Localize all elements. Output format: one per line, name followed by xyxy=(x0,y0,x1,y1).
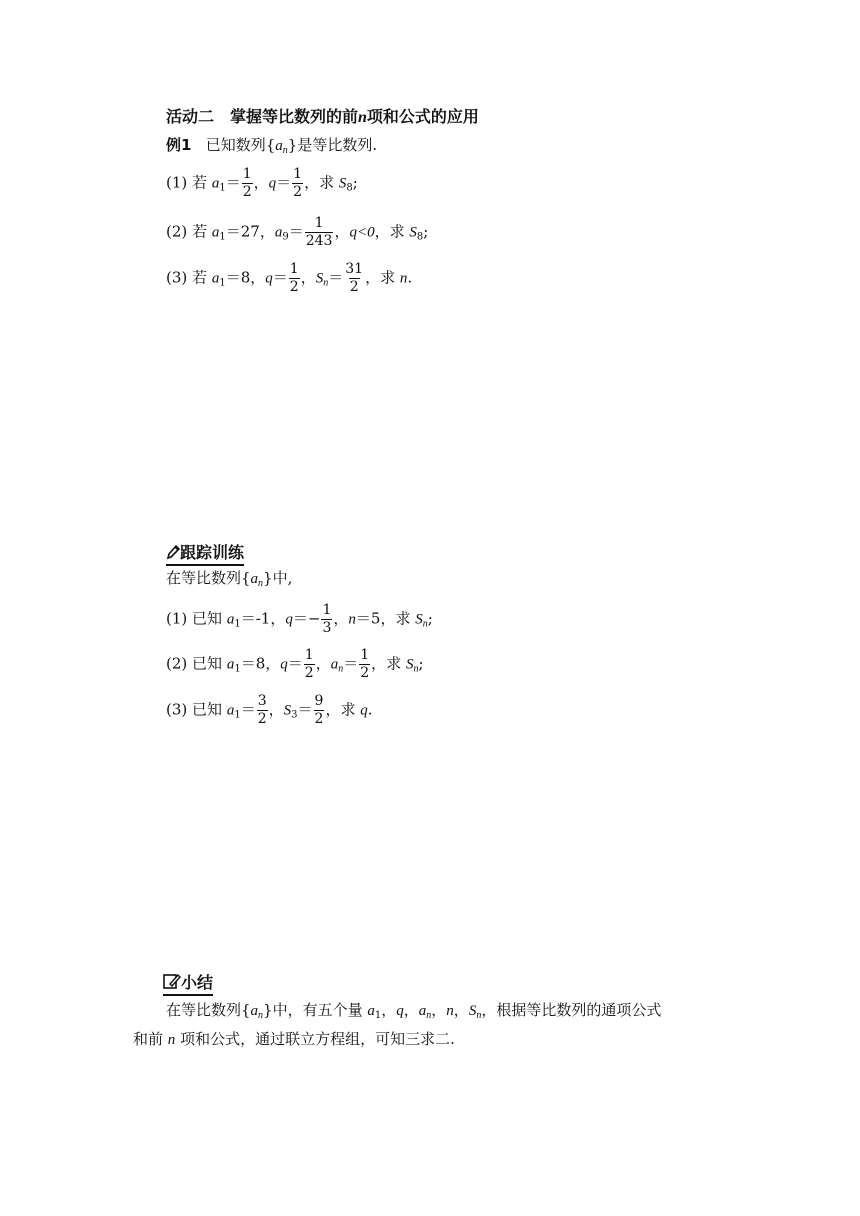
fraction-den: 2 xyxy=(289,279,299,295)
example-item-3: (3) 若 $a_1=8$，q＝ $\frac{1}{2}$ ，$S_n=$ $\frac{31}{2}$ ，求 n. xyxy=(166,261,413,295)
end-punct: ; xyxy=(418,654,424,673)
summary-text-b: }中，有五个量 xyxy=(263,1001,363,1019)
q-condition: q<0 xyxy=(349,224,375,241)
track-item-3: (3) 已知 $a_1=$ $\frac{3}{2}$ ，$S_3=$ $\frac{9}{2}$ ，求 q. xyxy=(166,693,373,727)
track-heading xyxy=(166,540,244,566)
track-item-1: (1) 已知 $a_1=-1$，q＝− $\frac{1}{3}$ ，n＝5，求 $S_n$; xyxy=(166,602,433,636)
item-number: (2) xyxy=(166,654,188,673)
fraction xyxy=(359,647,370,682)
example-intro-a: 已知数列{ xyxy=(205,136,276,154)
section-title-n: n xyxy=(358,109,367,126)
end-punct: ; xyxy=(352,173,358,192)
a1-value: 8 xyxy=(240,268,251,287)
example-item-2: (2) 若 $a_1=27$，$a_9=$ $\frac{1}{243}$ ，q<0，求 $S_8$; xyxy=(166,215,429,249)
fraction-num: 1 xyxy=(360,647,370,663)
fraction xyxy=(289,261,300,296)
n-value: 5 xyxy=(370,609,381,628)
example-item-1: (1) 若 $a_1=$ $\frac{1}{2}$ ，q＝ $\frac{1}{2}$ ，求 $S_8$; xyxy=(166,166,358,200)
track-heading-label: 跟踪训练 xyxy=(180,543,245,562)
end-punct: . xyxy=(367,700,373,719)
fraction-den: 2 xyxy=(314,711,324,727)
fraction-num: 1 xyxy=(289,261,299,277)
word-qiu: 求 xyxy=(380,268,396,287)
example-intro-b: }是等比数列. xyxy=(287,136,378,154)
a1-value: -1 xyxy=(255,609,271,628)
item-number: (1) xyxy=(166,609,188,628)
fraction-num: 1 xyxy=(293,166,303,182)
a1-value: 27 xyxy=(240,222,260,241)
summary-heading xyxy=(163,970,213,996)
fraction-num: 3 xyxy=(257,693,267,709)
pencil-icon xyxy=(166,544,180,560)
fraction xyxy=(292,166,303,201)
summary-heading-label: 小结 xyxy=(181,973,214,992)
summary-text-c: 根据等比数列的通项公式 xyxy=(496,1001,662,1019)
summary-text-e: 项和公式，通过联立方程组，可知三求二. xyxy=(180,1030,455,1048)
fraction-den: 2 xyxy=(242,184,252,200)
word-ruo: 若 xyxy=(192,222,208,241)
a1-value: 8 xyxy=(255,654,266,673)
item-number: (3) xyxy=(166,268,188,287)
note-edit-icon xyxy=(163,973,181,990)
word-qiu: 求 xyxy=(395,609,411,628)
word-qiu: 求 xyxy=(389,222,405,241)
word-ruo: 若 xyxy=(192,268,208,287)
summary-paragraph xyxy=(133,996,733,1054)
word-yizhi: 已知 xyxy=(192,700,223,719)
item-number: (2) xyxy=(166,222,188,241)
summary-text-d: 和前 xyxy=(133,1030,164,1048)
item-number: (1) xyxy=(166,173,188,192)
fraction-den: 2 xyxy=(304,665,314,681)
track-intro-a: 在等比数列{ xyxy=(166,569,251,587)
word-yizhi: 已知 xyxy=(192,609,223,628)
fraction xyxy=(314,693,325,728)
item-number: (3) xyxy=(166,700,188,719)
fraction xyxy=(321,602,332,637)
word-qiu: 求 xyxy=(386,654,402,673)
example-intro-n: n xyxy=(282,145,288,156)
section-title-prefix: 活动二 掌握等比数列的前 xyxy=(166,107,359,126)
end-punct: ; xyxy=(423,222,429,241)
summary-line-2: 和前 n 项和公式，通过联立方程组，可知三求二. xyxy=(133,1030,455,1048)
fraction-den: 3 xyxy=(322,620,332,636)
word-qiu: 求 xyxy=(340,700,356,719)
word-yizhi: 已知 xyxy=(192,654,223,673)
fraction-num: 1 xyxy=(314,215,324,231)
fraction-num: 1 xyxy=(242,166,252,182)
target: q xyxy=(360,702,368,719)
target: n xyxy=(399,270,408,287)
fraction xyxy=(257,693,268,728)
fraction-den: 2 xyxy=(257,711,267,727)
target-sub: 8 xyxy=(416,231,424,243)
fraction-num: 31 xyxy=(345,261,364,277)
track-intro-b: }中, xyxy=(263,569,293,587)
track-intro: 在等比数列$\{a_n\}$中, xyxy=(166,569,293,589)
example-intro xyxy=(166,135,377,156)
end-punct: ; xyxy=(427,609,433,628)
fraction-den: 2 xyxy=(360,665,370,681)
example-intro-an: a xyxy=(275,138,283,154)
summary-line-1: 在等比数列$\{a_n\}$中，有五个量 $a_1$，q，$a_n$，n，$S_n$，根据等比数列的通项公式 xyxy=(166,1001,662,1021)
word-ruo: 若 xyxy=(192,173,208,192)
track-item-2: (2) 已知 $a_1=8$，q＝ $\frac{1}{2}$ ，$a_n=$ $\frac{1}{2}$ ，求 $S_n$; xyxy=(166,647,424,681)
fraction-den: 243 xyxy=(305,233,333,249)
fraction-num: 1 xyxy=(322,602,332,618)
fraction xyxy=(304,647,315,682)
section-title-suffix: 项和公式的应用 xyxy=(366,107,479,126)
fraction-num: 1 xyxy=(304,647,314,663)
fraction xyxy=(344,261,364,296)
fraction-den: 2 xyxy=(349,279,359,295)
fraction-num: 9 xyxy=(314,693,324,709)
end-punct: . xyxy=(407,268,413,287)
target-sub: 8 xyxy=(346,182,353,194)
fraction xyxy=(305,215,334,250)
fraction-den: 2 xyxy=(293,184,303,200)
section-title xyxy=(166,107,479,128)
word-qiu: 求 xyxy=(319,173,335,192)
summary-text-a: 在等比数列{ xyxy=(166,1001,251,1019)
example-label: 例1 xyxy=(166,136,192,154)
fraction xyxy=(242,166,253,201)
